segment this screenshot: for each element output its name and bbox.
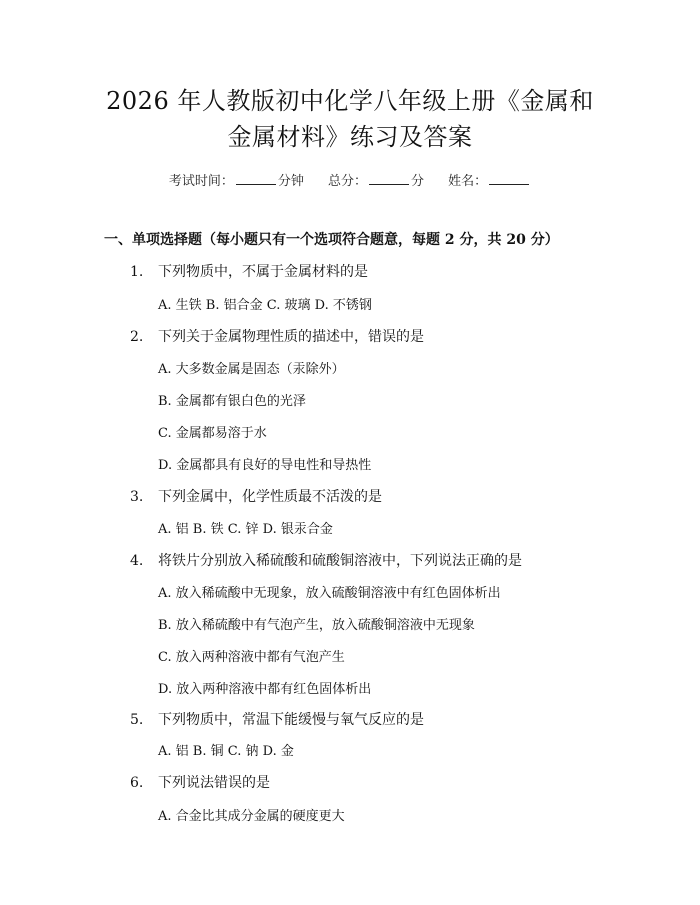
document-title-line-2: 金属材料》练习及答案 — [227, 123, 473, 151]
question-text: 下列说法错误的是 — [158, 775, 270, 791]
total-score-blank — [369, 172, 409, 185]
question-number: 2. — [130, 329, 144, 345]
question-2-option-b: B. 金属都有银白色的光泽 — [158, 394, 306, 409]
name-field — [448, 170, 531, 189]
question-number: 3. — [130, 489, 144, 505]
question-2-option-c: C. 金属都易溶于水 — [158, 426, 267, 441]
question-4-option-b: B. 放入稀硫酸中有气泡产生，放入硫酸铜溶液中无现象 — [158, 618, 475, 633]
total-score-label: 总分： — [327, 174, 367, 189]
total-score-unit: 分 — [411, 174, 425, 189]
question-6 — [130, 772, 270, 792]
question-1-options: A. 生铁 B. 铝合金 C. 玻璃 D. 不锈钢 — [158, 298, 372, 313]
exam-time-label: 考试时间： — [168, 174, 234, 189]
question-2 — [130, 326, 424, 346]
question-5-options: A. 铝 B. 铜 C. 钠 D. 金 — [158, 744, 294, 759]
document-title-line-1: 2026 年人教版初中化学八年级上册《金属和 — [106, 87, 594, 115]
question-1 — [130, 261, 368, 281]
question-number: 1. — [130, 264, 144, 280]
question-3-options: A. 铝 B. 铁 C. 锌 D. 银汞合金 — [158, 522, 333, 537]
section-heading-single-choice: 一、单项选择题（每小题只有一个选项符合题意，每题 2 分，共 20 分） — [104, 232, 559, 248]
name-blank — [489, 172, 529, 185]
question-number: 5. — [130, 712, 144, 728]
total-score-field — [328, 170, 424, 189]
exam-info-row — [0, 170, 700, 189]
exam-time-field — [169, 170, 304, 189]
question-text: 下列金属中，化学性质最不活泼的是 — [158, 489, 382, 505]
question-text: 下列物质中，不属于金属材料的是 — [158, 264, 368, 280]
question-4-option-a: A. 放入稀硫酸中无现象，放入硫酸铜溶液中有红色固体析出 — [158, 586, 501, 601]
question-number: 4. — [130, 553, 144, 569]
name-label: 姓名： — [448, 174, 488, 189]
question-4-option-c: C. 放入两种溶液中都有气泡产生 — [158, 650, 345, 665]
question-4 — [130, 550, 522, 570]
question-text: 下列物质中，常温下能缓慢与氧气反应的是 — [158, 712, 424, 728]
question-4-option-d: D. 放入两种溶液中都有红色固体析出 — [158, 682, 372, 697]
question-3 — [130, 486, 382, 506]
question-5 — [130, 709, 424, 729]
question-text: 将铁片分别放入稀硫酸和硫酸铜溶液中，下列说法正确的是 — [158, 553, 522, 569]
question-text: 下列关于金属物理性质的描述中，错误的是 — [158, 329, 424, 345]
question-2-option-d: D. 金属都具有良好的导电性和导热性 — [158, 458, 372, 473]
question-number: 6. — [130, 775, 144, 791]
question-6-option-a: A. 合金比其成分金属的硬度更大 — [158, 809, 345, 824]
question-2-option-a: A. 大多数金属是固态（汞除外） — [158, 362, 345, 377]
exam-time-unit: 分钟 — [277, 174, 304, 189]
exam-time-blank — [236, 172, 276, 185]
